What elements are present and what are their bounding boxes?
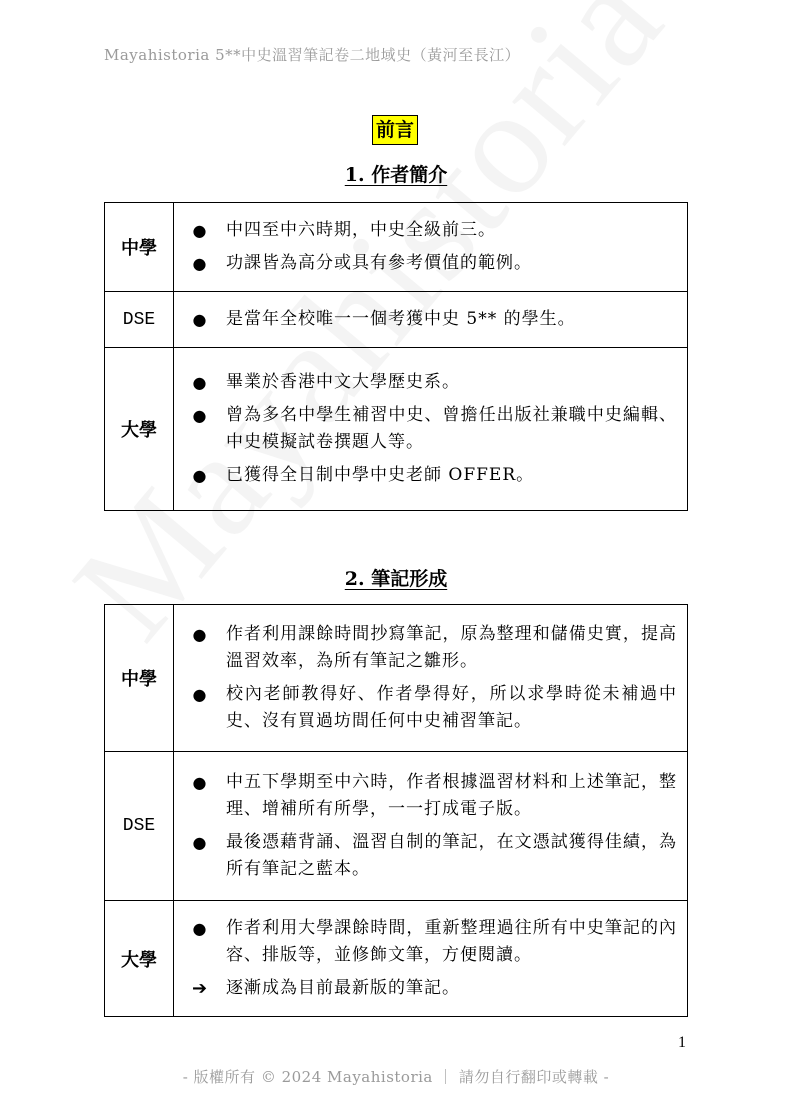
list-item: ● 畢業於香港中文大學歷史系。 [174, 369, 677, 396]
table-row [105, 901, 688, 1017]
row-label: 中學 [105, 203, 174, 292]
page-number: 1 [678, 1034, 686, 1051]
bullet-icon: ● [192, 919, 208, 938]
bullet-icon: ● [192, 685, 208, 704]
page-header: Mayahistoria 5**中史溫習筆記卷二地域史（黃河至長江） [104, 46, 521, 64]
list-item: ● 最後憑藉背誦、溫習自制的筆記，在文憑試獲得佳績，為所有筆記之藍本。 [174, 829, 677, 883]
bullet-icon: ● [192, 833, 208, 852]
row-label: DSE [105, 292, 174, 348]
row-label: 大學 [105, 901, 174, 1017]
table-row [105, 292, 688, 348]
arrow-right-icon: ➔ [191, 978, 209, 999]
list-item: ● 作者利用大學課餘時間，重新整理過往所有中史筆記的內容、排版等，並修飾文筆，方便閱讀。 [174, 915, 677, 969]
table-row [105, 752, 688, 901]
bullet-icon: ● [192, 625, 208, 644]
bullet-icon: ● [192, 254, 208, 273]
row-label: 大學 [105, 348, 174, 511]
list-item: ● 功課皆為高分或具有參考價值的範例。 [174, 250, 677, 277]
table-row [105, 203, 688, 292]
row-content [174, 292, 688, 348]
bullet-icon: ● [192, 406, 208, 425]
list-item: ● 是當年全校唯一一個考獲中史 5** 的學生。 [174, 306, 677, 333]
list-item: ● 中五下學期至中六時，作者根據溫習材料和上述筆記，整理、增補所有所學，一一打成電子版。 [174, 769, 677, 823]
bullet-icon: ● [192, 773, 208, 792]
notes-table [104, 604, 688, 1017]
list-item: ● 校內老師教得好、作者學得好，所以求學時從未補過中史、沒有買過坊間任何中史補習筆記。 [174, 681, 677, 735]
row-content [174, 605, 688, 752]
bullet-icon: ● [192, 466, 208, 485]
page-footer: - 版權所有 © 2024 Mayahistoria ｜ 請勿自行翻印或轉載 - [182, 1068, 610, 1086]
row-content [174, 348, 688, 511]
row-label: 中學 [105, 605, 174, 752]
list-item: ➔ 逐漸成為目前最新版的筆記。 [174, 975, 677, 1002]
list-item: ● 中四至中六時期，中史全級前三。 [174, 217, 677, 244]
row-label: DSE [105, 752, 174, 901]
row-content [174, 203, 688, 292]
row-content [174, 901, 688, 1017]
section-title-notes: 2. 筆記形成 [344, 568, 448, 590]
bullet-icon: ● [192, 221, 208, 240]
list-item: ● 曾為多名中學生補習中史、曾擔任出版社兼職中史編輯、中史模擬試卷撰題人等。 [174, 402, 677, 456]
section-title-author: 1. 作者簡介 [344, 164, 448, 186]
preface-heading: 前言 [372, 115, 418, 145]
table-row [105, 348, 688, 511]
bullet-icon: ● [192, 373, 208, 392]
list-item: ● 已獲得全日制中學中史老師 OFFER。 [174, 462, 677, 489]
author-table [104, 202, 688, 511]
bullet-icon: ● [192, 310, 208, 329]
list-item: ● 作者利用課餘時間抄寫筆記，原為整理和儲備史實，提高溫習效率，為所有筆記之雛形。 [174, 621, 677, 675]
row-content [174, 752, 688, 901]
table-row [105, 605, 688, 752]
